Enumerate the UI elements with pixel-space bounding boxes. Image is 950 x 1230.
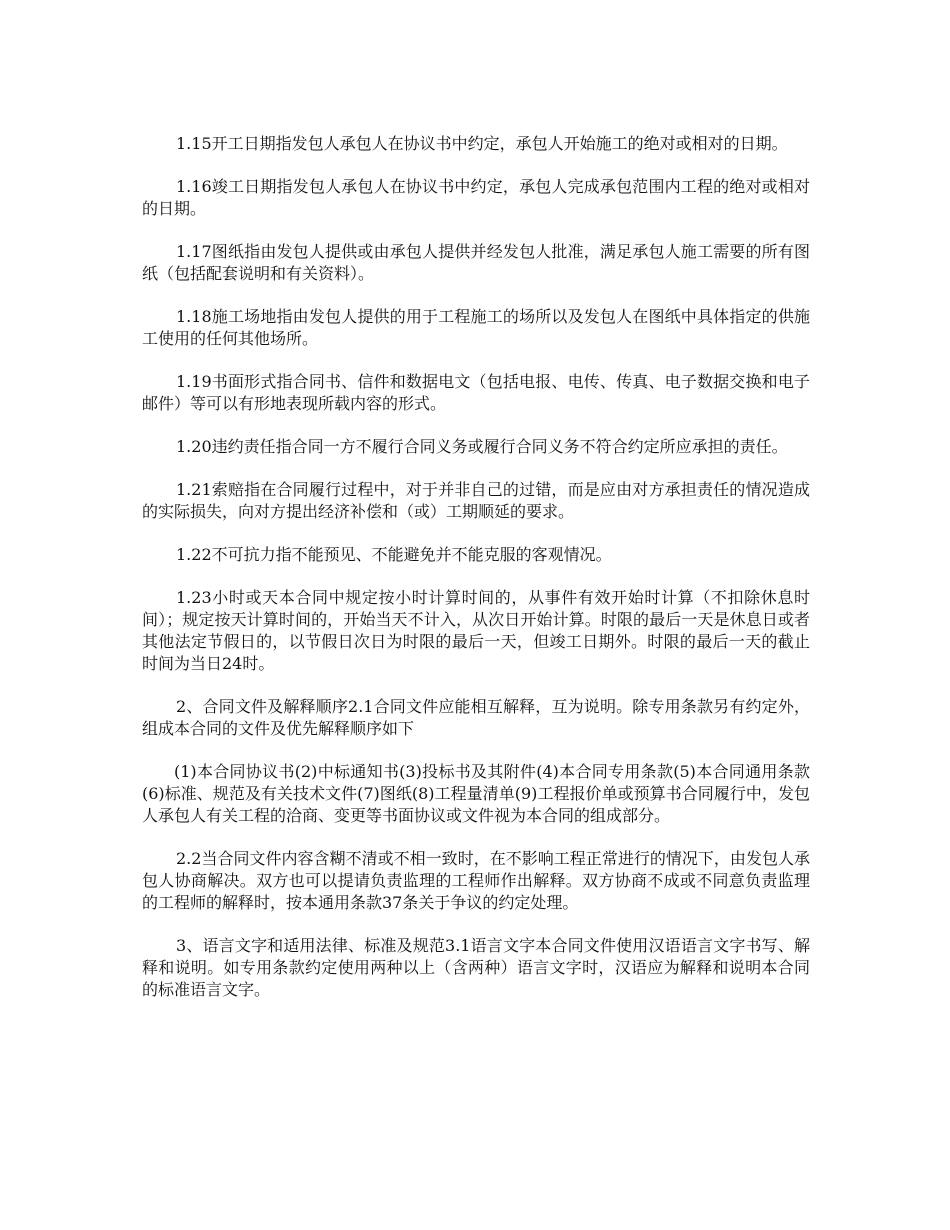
paragraph-1-15: 1.15开工日期指发包人承包人在协议书中约定，承包人开始施工的绝对或相对的日期。 <box>176 134 788 153</box>
paragraph-1-23: 1.23小时或天本合同中规定按小时计算时间的，从事件有效开始时计算（不扣除休息时间）；规定按天计算时间的，开始当天不计入，从次日开始计算。时限的最后一天是休息日或者其他法定节假日的，以节假日次日为时限的最后一天，但竣工日期外。时限的最后一天的截止时间为当日24时。 <box>142 588 810 673</box>
paragraph-1-19: 1.19书面形式指合同书、信件和数据电文（包括电报、电传、传真、电子数据交换和电子邮件）等可以有形地表现所载内容的形式。 <box>142 372 810 413</box>
document-body <box>142 133 810 1022</box>
paragraph-1-22: 1.22不可抗力指不能预见、不能避免并不能克服的客观情况。 <box>176 545 612 564</box>
paragraph-1-16: 1.16竣工日期指发包人承包人在协议书中约定，承包人完成承包范围内工程的绝对或相对的日期。 <box>142 177 810 218</box>
paragraph-1-17: 1.17图纸指由发包人提供或由承包人提供并经发包人批准，满足承包人施工需要的所有图纸（包括配套说明和有关资料）。 <box>142 242 810 283</box>
paragraph-1-20: 1.20违约责任指合同一方不履行合同义务或履行合同义务不符合约定所应承担的责任。 <box>176 437 788 456</box>
paragraph-2: 2、合同文件及解释顺序2.1合同文件应能相互解释，互为说明。除专用条款另有约定外，组成本合同的文件及优先解释顺序如下 <box>142 697 810 738</box>
paragraph-2-2: 2.2当合同文件内容含糊不清或不相一致时，在不影响工程正常进行的情况下，由发包人承包人协商解决。双方也可以提请负责监理的工程师作出解释。双方协商不成或不同意负责监理的工程师的解释时，按本通用条款37条关于争议的约定处理。 <box>142 849 810 912</box>
paragraph-3: 3、语言文字和适用法律、标准及规范3.1语言文字本合同文件使用汉语语言文字书写、解释和说明。如专用条款约定使用两种以上（含两种）语言文字时，汉语应为解释和说明本合同的标准语言文字。 <box>142 936 810 999</box>
paragraph-1-21: 1.21索赔指在合同履行过程中，对于并非自己的过错，而是应由对方承担责任的情况造成的实际损失，向对方提出经济补偿和（或）工期顺延的要求。 <box>142 480 810 521</box>
paragraph-1-18: 1.18施工场地指由发包人提供的用于工程施工的场所以及发包人在图纸中具体指定的供施工使用的任何其他场所。 <box>142 307 810 348</box>
paragraph-document-list: (1)本合同协议书(2)中标通知书(3)投标书及其附件(4)本合同专用条款(5)本合同通用条款(6)标准、规范及有关技术文件(7)图纸(8)工程量清单(9)工程报价单或预算书合同履行中，发包人承包人有关工程的洽商、变更等书面协议或文件视为本合同的组成部分。 <box>142 762 810 825</box>
